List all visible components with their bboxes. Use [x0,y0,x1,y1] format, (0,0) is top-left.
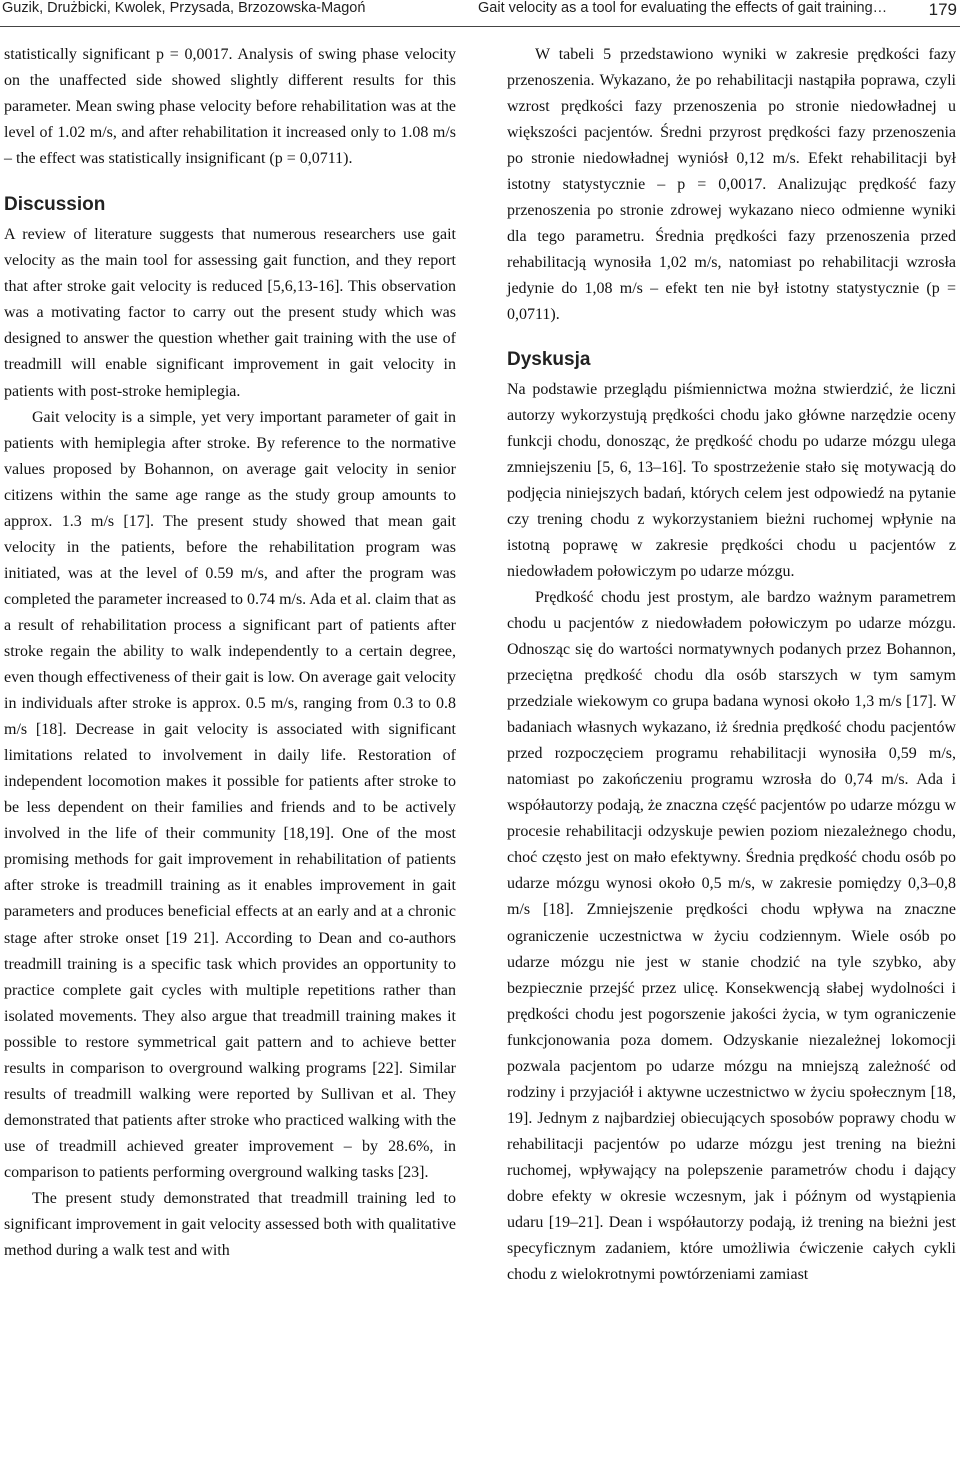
page-number: 179 [928,0,957,19]
header-authors: Guzik, Drużbicki, Kwolek, Przysada, Brzozowska-Magoń [2,0,366,16]
body-paragraph: Gait velocity is a simple, yet very important parameter of gait in patients with hemiplegia after stroke. By reference to the normative values proposed by Bohannon, on average gait velocity in senior citizens within the same age range as the study group amounts to approx. 1.3 m/s [17]. The present study showed that mean gait velocity in the patients, before the rehabilitation program was initiated, was at the level of 0.59 m/s, and after the program was completed the parameter increased to 0.74 m/s. Ada et al. claim that as a result of rehabilitation process a significant part of patients after stroke regain the ability to walk independently to a certain degree, even though effectiveness of their gait is low. On average gait velocity in individuals after stroke is approx. 0.5 m/s, ranging from 0.3 to 0.8 m/s [18]. Decrease in gait velocity is associated with significant limitations related to involvement in daily life. Restoration of independent locomotion makes it possible for patients after stroke to be less dependent on their families and friends and to be actively involved in the life of their community [18,19]. One of the most promising methods for gait improvement in rehabilitation of patients after stroke is treadmill training as it enables improvement in gait parameters and produces beneficial effects at an early and at a chronic stage after stroke onset [19 21]. According to Dean and co-authors treadmill training is a specific task which provides an opportunity to practice complete gait cycles with multiple repetitions rather than isolated movements. They also argue that treadmill training makes it possible to restore symmetrical gait pattern and to achieve better results in comparison to overground walking programs [22]. Similar results of treadmill walking were reported by Sullivan et al. They demonstrated that patients after stroke who practiced walking with the use of treadmill achieved greater improvement – by 28.6%, in comparison to patients performing overground walking tasks [23]. [4,408,456,1181]
continuation-paragraph: statistically significant p = 0,0017. Analysis of swing phase velocity on the unaffected side showed slightly different results for this parameter. Mean swing phase velocity before rehabilitation was at the level of 1.02 m/s, and after rehabilitation it increased only to 1.08 m/s – the effect was statistically insignificant (p = 0,0711). [4,46,456,168]
body-paragraph: The present study demonstrated that treadmill training led to significant improvement in gait velocity assessed both with qualitative method during a walk test and with [4,1189,456,1260]
continuation-paragraph: W tabeli 5 przedstawiono wyniki w zakresie prędkości fazy przenoszenia. Wykazano, że po rehabilitacji nastąpiła poprawa, czyli wzrost prędkości fazy przenoszenia po stronie niedowładnej u większości pacjentów. Średni przyrost prędkości fazy przenoszenia po stronie niedowładnej wyniósł 0,12 m/s. Efekt rehabilitacji był istotny statystycznie – p = 0,0017. Analizując prędkość fazy przenoszenia po stronie zdrowej wykazano nieco odmienne wyniki dla tego parametru. Średnia prędkości fazy przenoszenia przed rehabilitacją wynosiła 1,02 m/s, natomiast po rehabilitacji wzrosła jedynie do 1,08 m/s – efekt ten nie był istotny statystycznie (p = 0,0711). [507,46,956,324]
body-paragraph: Na podstawie przeglądu piśmiennictwa można stwierdzić, że liczni autorzy wykorzystują prędkości chodu jako główne narzędzie oceny funkcji chodu, donosząc, że prędkość chodu po udarze mózgu ulega zmniejszeniu [5, 6, 13–16]. To spostrzeżenie stało się motywacją do podjęcia niniejszych badań, których celem jest odpowiedź na pytanie czy trening chodu z wykorzystaniem bieżni ruchomej wpłynie na istotną poprawę w zakresie prędkości chodu u pacjentów z niedowładem połowiczym po udarze mózgu. [507,380,956,580]
polish-column [507,42,956,1288]
section-heading-dyskusja: Dyskusja [507,348,591,370]
english-column [4,42,456,1264]
section-heading-discussion: Discussion [4,194,106,216]
body-paragraph: Prędkość chodu jest prostym, ale bardzo ważnym parametrem chodu u pacjentów z niedowładem połowiczym po udarze mózgu. Odnosząc się do wartości normatywnych podanych przez Bohannon, przeciętna prędkość chodu dla osób starszych w tym samym przedziale wiekowym co grupa badana wynosi około 1,3 m/s [17]. W badaniach własnych wykazano, iż średnia prędkość chodu pacjentów przed rozpoczęciem programu rehabilitacji wynosiła 0,59 m/s, natomiast po zakończeniu programu wzrosła do 0,74 m/s. Ada i współautorzy podają, że znaczna część pacjentów po udarze mózgu w procesie rehabilitacji odzyskuje pewien poziom niezależnego chodu, choć często jest on mało efektywny. Średnia prędkość chodu osób po udarze mózgu wynosi około 0,5 m/s, w zakresie pomiędzy 0,3–0,8 m/s [18]. Zmniejszenie prędkości chodu wpływa na znaczne ograniczenie uczestnictwa w życiu codziennym. Wiele osób po udarze mózgu nie jest w stanie chodzić na tyle szybko, aby bezpiecznie przejść przez ulicę. Konsekwencją słabej wydolności i prędkości chodu jest pogorszenie jakości życia, w tym ograniczenie funkcjonowania poza domem. Odzyskanie niezależnej lokomocji pozwala pacjentom po udarze mózgu na mniejszą zależność od rodziny i przyjaciół i aktywne uczestnictwo w życiu społecznym [18, 19]. Jednym z najbardziej obiecujących sposobów poprawy chodu w rehabilitacji pacjentów po udarze mózgu jest trening na bieżni ruchomej, wpływający na polepszenie parametrów chodu i dający dobre efekty w okresie wczesnym, jak i późnym od wystąpienia udaru [19–21]. Dean i współautorzy podają, iż trening na bieżni jest specyficznym zadaniem, które umożliwia ćwiczenie całych cykli chodu z wielokrotnymi powtórzeniami zamiast [507,588,956,1284]
body-paragraph: A review of literature suggests that numerous researchers use gait velocity as the main tool for assessing gait function, and they report that after stroke gait velocity is reduced [5,6,13-16]. This observation was a motivating factor to carry out the present study which was designed to answer the question whether gait training with the use of treadmill will enable significant improvement in gait velocity in patients with post-stroke hemiplegia. [4,226,456,400]
header-short-title: Gait velocity as a tool for evaluating the effects of gait training… [478,0,888,16]
header-rule [0,26,960,27]
running-header [0,0,960,28]
